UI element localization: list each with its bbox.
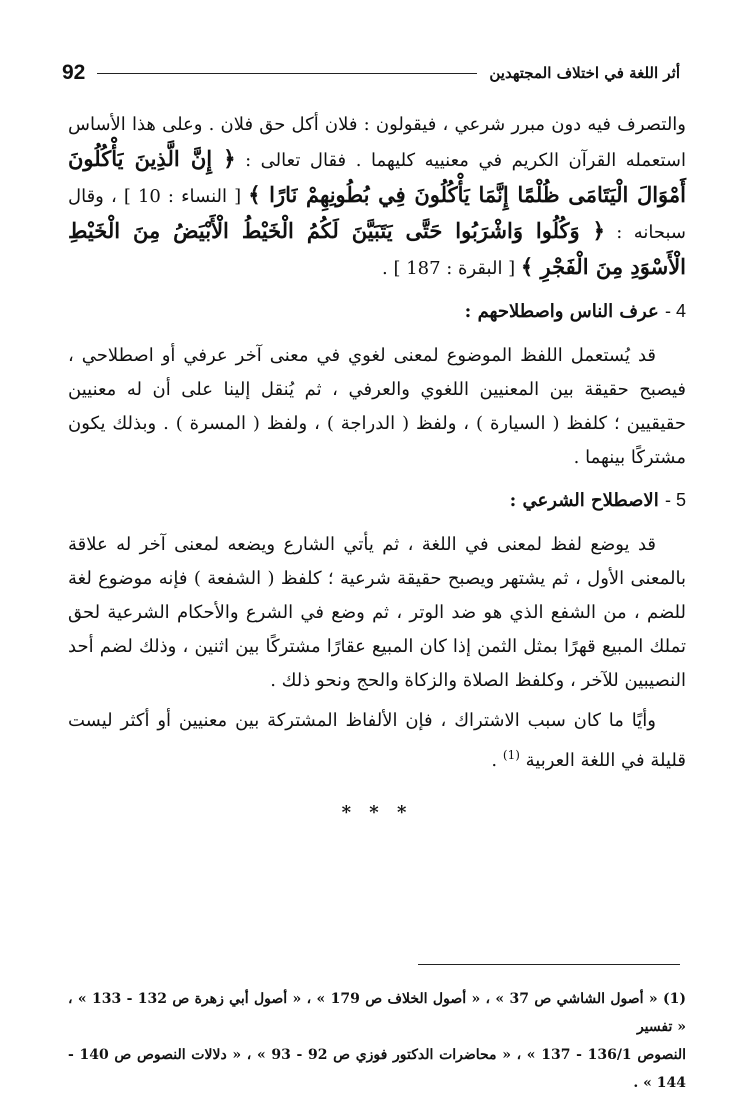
quran-verse-2: ﴿ وَكُلُوا وَاشْرَبُوا حَتَّى يَتَبَيَّنَ لَكُمُ الْخَيْطُ الْأَبْيَضُ مِنَ الْخَيْطِ الْأَسْوَدِ مِنَ الْفَجْرِ ﴾ (68, 218, 686, 279)
section-4-title: عرف الناس واصطلاحهم (477, 301, 659, 322)
section-5-number: 5 - (664, 490, 686, 510)
footnote-rule (418, 964, 680, 965)
section-5-paragraph: قد يوضع لفظ لمعنى في اللغة ، ثم يأتي الشارع ويضعه لمعنى آخر له علاقة بالمعنى الأول ، ثم يشتهر ويصبح حقيقة شرعية ؛ كلفظ ( الشفعة ) فإنه موضوع لغة للضم ، من الشفع الذي هو ضد الوتر ، ثم وضع في الشرع والأحكام الشرعية لحق تملك المبيع قهرًا بمثل الثمن إذا كان المبيع عقارًا مشتركًا بين اثنين ، وذلك لضم أحد النصيبين للآخر ، وكلفظ الصلاة والزكاة والحج ونحو ذلك . (68, 534, 686, 691)
section-4-paragraph: قد يُستعمل اللفظ الموضوع لمعنى لغوي في معنى آخر عرفي أو اصطلاحي ، فيصبح حقيقة بين المعنيين اللغوي والعرفي ، ثم يُنقل إلينا على أن له معنيين حقيقيين ؛ كلفظ ( السيارة ) ، ولفظ ( الدراجة ) ، ولفظ ( المسرة ) . وبذلك يكون مشتركًا بينهما . (68, 345, 686, 468)
body-text (68, 108, 686, 830)
page-header (62, 58, 680, 88)
section-5-heading (68, 483, 686, 518)
verse-2-reference: [ البقرة : 187 ] . (382, 258, 516, 279)
closing-paragraph (68, 704, 686, 778)
footnote-line-1: (1) « أصول الشاشي ص 37 » ، « أصول الخلاف ص 179 » ، « أصول أبي زهرة ص 132 - 133 » ، « تفسير (68, 991, 686, 1035)
footnote-reference: (1) (502, 748, 520, 762)
closing-end: . (491, 750, 498, 771)
section-4-colon: : (464, 301, 472, 322)
section-5-title: الاصطلاح الشرعي (522, 490, 659, 511)
running-title: أثر اللغة في اختلاف المجتهدين (489, 64, 680, 82)
section-separator: * * * (341, 802, 413, 823)
section-5-colon: : (509, 490, 517, 511)
page-number: 92 (62, 61, 86, 84)
section-4-number: 4 - (664, 301, 686, 321)
quran-verse-1: ﴿ إِنَّ الَّذِينَ يَأْكُلُونَ أَمْوَالَ الْيَتَامَى ظُلْمًا إِنَّمَا يَأْكُلُونَ فِي بُطُونِهِمْ نَارًا ﴾ (68, 146, 686, 207)
closing-text: وأيًا ما كان سبب الاشتراك ، فإن الألفاظ المشتركة بين معنيين أو أكثر ليست قليلة في اللغة العربية (68, 710, 686, 771)
intro-paragraph (68, 108, 686, 286)
section-4-heading (68, 294, 686, 329)
footnote-line-2: النصوص 136/1 - 137 » ، « محاضرات الدكتور فوزي ص 92 - 93 » ، « دلالات النصوص ص 140 - 144 » . (68, 1047, 687, 1091)
header-rule (97, 73, 477, 74)
intro-text: والتصرف فيه دون مبرر شرعي ، فيقولون : فلان أكل حق فلان . وعلى هذا الأساس استعمله القرآن الكريم في معنييه كليهما . فقال تعالى : (68, 114, 686, 171)
footnotes (68, 985, 686, 1097)
verse-1-reference: [ النساء : 10 ] ، وقال سبحانه : (68, 186, 686, 243)
